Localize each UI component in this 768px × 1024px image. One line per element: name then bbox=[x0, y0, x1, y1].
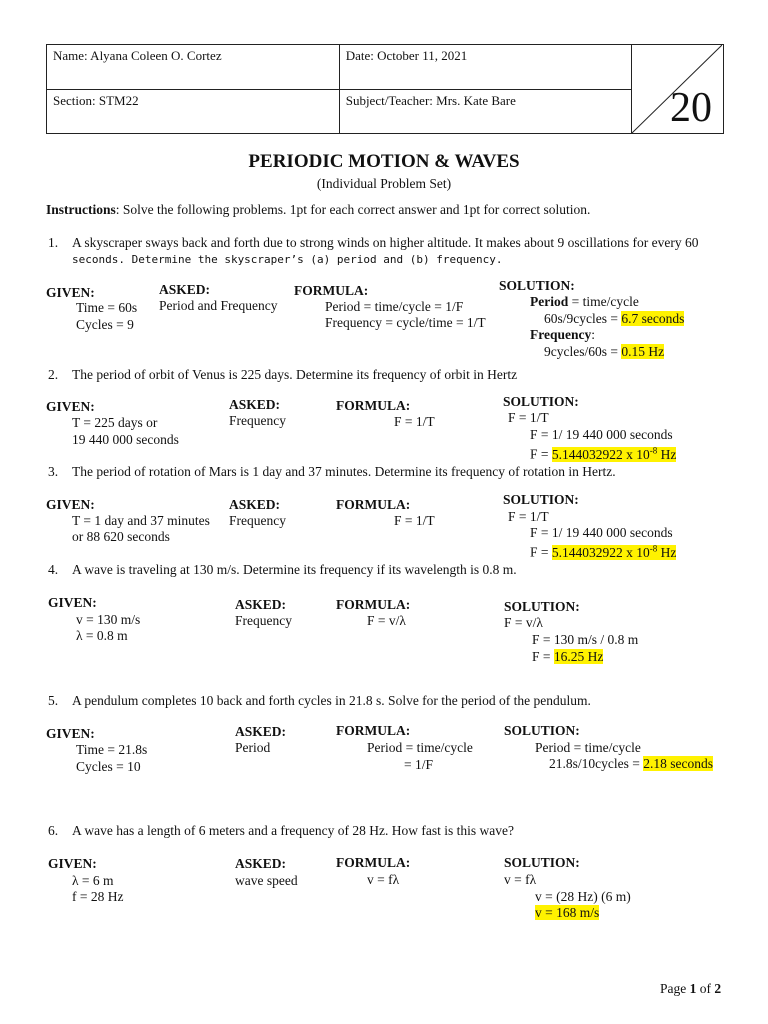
problem-4-question: A wave is traveling at 130 m/s. Determine its frequency if its wavelength is 0.8 m. bbox=[72, 562, 517, 577]
problem-1-frequency-answer: 0.15 Hz bbox=[621, 344, 665, 359]
problem-3-answer: F = 5.144032922 x $10^{-8}$ Hz bbox=[530, 543, 677, 560]
problem-1-formula-1: Period = time/cycle = 1/F bbox=[325, 299, 464, 314]
problem-1-period-answer: 6.7 seconds bbox=[621, 311, 685, 326]
page-number: Page 1 of 2 bbox=[660, 981, 722, 996]
problem-5-answer: 21.8s/10cycles = 2.18 seconds bbox=[549, 756, 713, 771]
problem-6-solution-label: SOLUTION: bbox=[504, 855, 580, 870]
problem-5-asked-label: ASKED: bbox=[235, 724, 287, 739]
problem-5-given-1: Time = 21.8s bbox=[76, 742, 148, 757]
problem-1-solution-frequency: Frequency: bbox=[530, 327, 596, 342]
problem-6-question: A wave has a length of 6 meters and a frequency of 28 Hz. How fast is this wave? bbox=[72, 823, 514, 838]
problem-5-solution-1: Period = time/cycle bbox=[535, 740, 641, 755]
problem-1-solution-label: SOLUTION: bbox=[499, 278, 575, 293]
problem-1-given-1: Time = 60s bbox=[76, 300, 138, 315]
problem-4-number: 4. bbox=[48, 562, 59, 577]
problem-2-formula: F = 1/T bbox=[394, 414, 435, 429]
problem-4-solution-label: SOLUTION: bbox=[504, 599, 580, 614]
problem-6-solution-2: v = (28 Hz) (6 m) bbox=[535, 889, 631, 904]
problem-2-answer-value: 5.144032922 x $10^{-8}$ Hz bbox=[551, 445, 677, 462]
problem-6-number: 6. bbox=[48, 823, 59, 838]
problem-4-formula: F = v/λ bbox=[367, 613, 406, 628]
problem-5-number: 5. bbox=[48, 693, 59, 708]
problem-6-formula-label: FORMULA: bbox=[336, 855, 411, 870]
problem-1-solution-period: Period = time/cycle bbox=[530, 294, 639, 309]
problem-2-solution-2: F = 1/ 19 440 000 seconds bbox=[530, 427, 673, 442]
problem-1-formula-label: FORMULA: bbox=[294, 283, 369, 298]
problem-2-given-2: 19 440 000 seconds bbox=[72, 432, 179, 447]
problem-4-given-label: GIVEN: bbox=[48, 595, 97, 610]
instructions-label: Instructions bbox=[46, 202, 116, 217]
problem-2-question: The period of orbit of Venus is 225 days. Determine its frequency of orbit in Hertz bbox=[72, 367, 518, 382]
problem-1-asked-label: ASKED: bbox=[159, 282, 211, 297]
problem-6-answer-value: v = 168 m/s bbox=[535, 905, 600, 920]
problem-5-solution-label: SOLUTION: bbox=[504, 723, 580, 738]
problem-5-formula-label: FORMULA: bbox=[336, 723, 411, 738]
problem-1-solution-freq-calc: 9cycles/60s = 0.15 Hz bbox=[544, 344, 665, 359]
problem-3-asked: Frequency bbox=[229, 513, 286, 528]
problem-4-formula-label: FORMULA: bbox=[336, 597, 411, 612]
problem-3-given-label: GIVEN: bbox=[46, 497, 95, 512]
problem-2-asked: Frequency bbox=[229, 413, 286, 428]
problem-2-solution-1: F = 1/T bbox=[508, 410, 549, 425]
date-cell bbox=[339, 45, 632, 90]
problem-2-solution-label: SOLUTION: bbox=[503, 394, 579, 409]
problem-5-question: A pendulum completes 10 back and forth cycles in 21.8 s. Solve for the period of the pendulum. bbox=[72, 693, 591, 708]
problem-5-given-label: GIVEN: bbox=[46, 726, 95, 741]
problem-2-formula-label: FORMULA: bbox=[336, 398, 411, 413]
subject-cell bbox=[339, 89, 632, 134]
instructions-text: : Solve the following problems. 1pt for each correct answer and 1pt for correct solution. bbox=[115, 202, 591, 217]
problem-5-asked: Period bbox=[235, 740, 271, 755]
problem-5-formula-1: Period = time/cycle bbox=[367, 740, 473, 755]
score: 20 bbox=[670, 85, 712, 131]
problem-4-answer-value: 16.25 Hz bbox=[553, 649, 604, 664]
problem-6-asked-label: ASKED: bbox=[235, 856, 287, 871]
problem-1-number: 1. bbox=[48, 235, 59, 250]
problem-5-answer-value: 2.18 seconds bbox=[643, 756, 713, 771]
problem-5-given-2: Cycles = 10 bbox=[76, 759, 141, 774]
problem-4-asked: Frequency bbox=[235, 613, 292, 628]
date: Date: October 11, 2021 bbox=[345, 48, 468, 63]
problem-4-solution-2: F = 130 m/s / 0.8 m bbox=[532, 632, 639, 647]
problem-3-formula: F = 1/T bbox=[394, 513, 435, 528]
problem-5-formula-2: = 1/F bbox=[404, 757, 433, 772]
problem-6-answer bbox=[535, 904, 599, 921]
problem-3-formula-label: FORMULA: bbox=[336, 497, 411, 512]
problem-6-given-1: λ = 6 m bbox=[72, 873, 114, 888]
page-title: PERIODIC MOTION & WAVES bbox=[248, 151, 520, 172]
problem-6-solution-1: v = fλ bbox=[504, 872, 537, 887]
problem-4-given-1: v = 130 m/s bbox=[76, 612, 141, 627]
problem-6-given-2: f = 28 Hz bbox=[72, 889, 124, 904]
problem-2-asked-label: ASKED: bbox=[229, 397, 281, 412]
problem-1-solution-period-calc: 60s/9cycles = 6.7 seconds bbox=[544, 311, 685, 326]
problem-1-given-label: GIVEN: bbox=[46, 285, 95, 300]
subject-teacher: Subject/Teacher: Mrs. Kate Bare bbox=[345, 92, 516, 108]
problem-3-solution-2: F = 1/ 19 440 000 seconds bbox=[530, 525, 673, 540]
instructions bbox=[46, 201, 590, 218]
problem-3-solution-1: F = 1/T bbox=[508, 509, 549, 524]
problem-6-given-label: GIVEN: bbox=[48, 856, 97, 871]
problem-2-answer: F = 5.144032922 x $10^{-8}$ Hz bbox=[530, 445, 677, 462]
problem-1-question-cont: seconds. Determine the skyscraper’s (a) period and (b) frequency. bbox=[72, 253, 503, 266]
problem-3-given-2: or 88 620 seconds bbox=[72, 529, 170, 544]
problem-3-answer-value: 5.144032922 x $10^{-8}$ Hz bbox=[551, 543, 677, 560]
problem-2-given-label: GIVEN: bbox=[46, 399, 95, 414]
section-cell bbox=[47, 89, 340, 134]
problem-2-number: 2. bbox=[48, 367, 59, 382]
problem-6-asked: wave speed bbox=[235, 873, 298, 888]
problem-4-solution-1: F = v/λ bbox=[504, 615, 543, 630]
problem-3-asked-label: ASKED: bbox=[229, 497, 281, 512]
page-subtitle: (Individual Problem Set) bbox=[316, 176, 452, 191]
problem-3-solution-label: SOLUTION: bbox=[503, 492, 579, 507]
problem-3-number: 3. bbox=[48, 464, 59, 479]
problem-1-question: A skyscraper sways back and forth due to strong winds on higher altitude. It makes about 9 oscillations for every 60 bbox=[72, 235, 699, 250]
header-table bbox=[46, 44, 724, 134]
section: Section: STM22 bbox=[53, 92, 139, 108]
problem-1-formula-2: Frequency = cycle/time = 1/T bbox=[325, 315, 486, 330]
student-name: Name: Alyana Coleen O. Cortez bbox=[53, 48, 222, 63]
problem-1-given-2: Cycles = 9 bbox=[76, 317, 134, 332]
problem-6-formula: v = fλ bbox=[367, 872, 400, 887]
problem-4-answer: F = 16.25 Hz bbox=[532, 649, 604, 664]
name-cell bbox=[47, 45, 340, 90]
problem-3-question: The period of rotation of Mars is 1 day and 37 minutes. Determine its frequency of rotation in Hertz. bbox=[72, 464, 616, 479]
problem-4-given-2: λ = 0.8 m bbox=[76, 628, 128, 643]
problem-4-asked-label: ASKED: bbox=[235, 597, 287, 612]
problem-1-asked: Period and Frequency bbox=[159, 298, 278, 313]
problem-2-given-1: T = 225 days or bbox=[72, 415, 158, 430]
problem-3-given-1: T = 1 day and 37 minutes bbox=[72, 513, 210, 528]
